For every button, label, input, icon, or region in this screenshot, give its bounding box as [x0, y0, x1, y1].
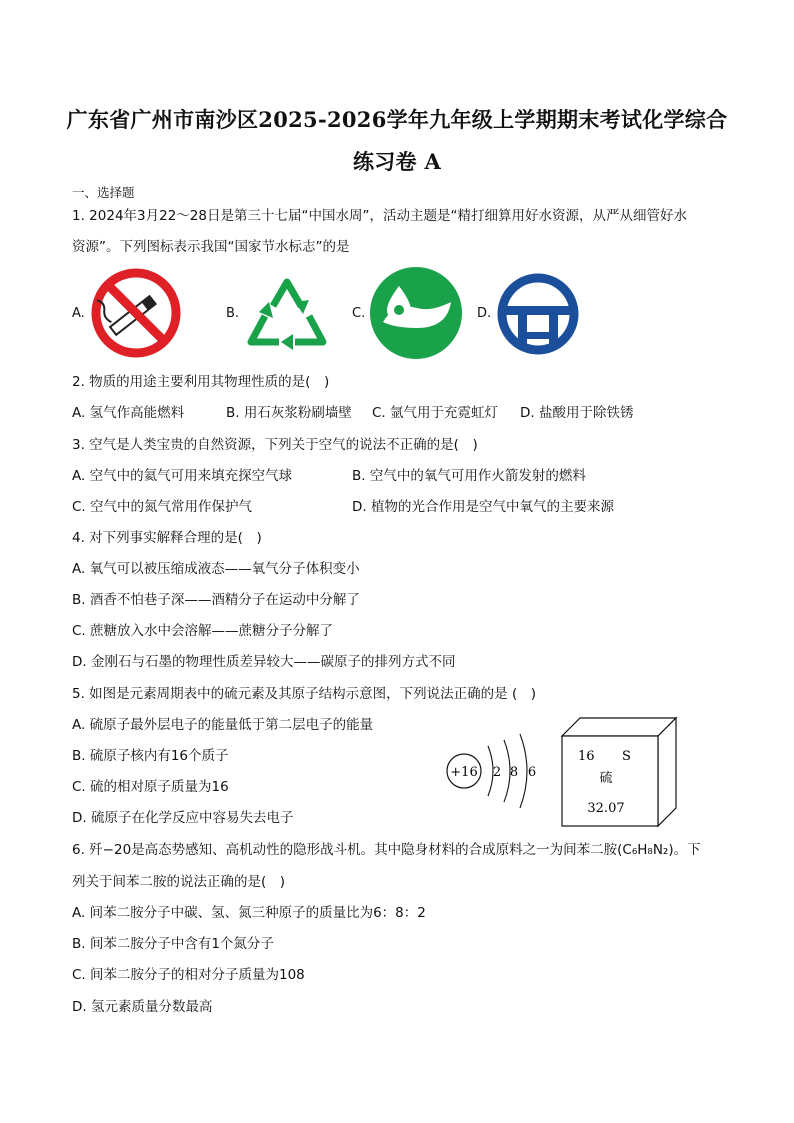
q5-option-b: B. 硫原子核内有16个质子	[72, 748, 229, 764]
recycle-icon	[243, 272, 331, 354]
question-2-stem: 2. 物质的用途主要利用其物理性质的是( )	[72, 374, 330, 390]
atom-shell-2: 8	[509, 765, 519, 780]
q1-option-c-label: C.	[352, 306, 366, 321]
atom-nucleus-label: +16	[450, 765, 478, 780]
atom-shell-1: 2	[492, 765, 502, 780]
question-6-stem-cont: 列关于间苯二胺的说法正确的是( )	[72, 874, 286, 890]
q3-option-d: D. 植物的光合作用是空气中氧气的主要来源	[352, 499, 614, 515]
atom-shell-3: 6	[527, 765, 537, 780]
q1-option-d-label: D.	[477, 306, 492, 321]
q3-option-b: B. 空气中的氧气可用作火箭发射的燃料	[352, 468, 586, 484]
q4-option-c: C. 蔗糖放入水中会溶解——蔗糖分子分解了	[72, 623, 334, 639]
q6-option-c: C. 间苯二胺分子的相对分子质量为108	[72, 967, 305, 983]
q5-option-a: A. 硫原子最外层电子的能量低于第二层电子的能量	[72, 717, 374, 733]
periodic-table-cell	[560, 716, 678, 828]
question-5-stem: 5. 如图是元素周期表中的硫元素及其原子结构示意图，下列说法正确的是 ( )	[72, 686, 536, 702]
q4-option-b: B. 酒香不怕巷子深——酒精分子在运动中分解了	[72, 592, 360, 608]
question-1-stem-cont: 资源”。下列图标表示我国“国家节水标志”的是	[72, 239, 350, 255]
question-1-stem: 1. 2024年3月22～28日是第三十七届“中国水周”，活动主题是“精打细算用好水资源，从严从细管好水	[72, 208, 687, 224]
element-name: 硫	[599, 771, 613, 786]
q4-option-d: D. 金刚石与石墨的物理性质差异较大——碳原子的排列方式不同	[72, 654, 456, 670]
q5-option-c: C. 硫的相对原子质量为16	[72, 779, 229, 795]
q1-option-b-label: B.	[226, 306, 240, 321]
q3-option-c: C. 空气中的氮气常用作保护气	[72, 499, 253, 515]
q6-option-b: B. 间苯二胺分子中含有1个氮分子	[72, 936, 274, 952]
q6-option-d: D. 氢元素质量分数最高	[72, 999, 213, 1015]
element-symbol: S	[622, 749, 631, 764]
water-utility-icon	[496, 272, 580, 356]
question-4-stem: 4. 对下列事实解释合理的是( )	[72, 530, 262, 546]
q2-option-c: C. 氩气用于充霓虹灯	[372, 405, 499, 421]
section-heading: 一、选择题	[72, 185, 135, 200]
question-3-stem: 3. 空气是人类宝贵的自然资源，下列关于空气的说法不正确的是( )	[72, 437, 478, 453]
q6-option-a: A. 间苯二胺分子中碳、氢、氮三种原子的质量比为6：8：2	[72, 905, 426, 921]
q2-option-d: D. 盐酸用于除铁锈	[520, 405, 634, 421]
page-title: 广东省广州市南沙区2025-2026学年九年级上学期期末考试化学综合	[66, 107, 728, 132]
q2-option-a: A. 氢气作高能燃料	[72, 405, 185, 421]
q3-option-a: A. 空气中的氦气可用来填充探空气球	[72, 468, 293, 484]
no-smoking-icon	[91, 268, 181, 358]
page-title-line2: 练习卷 A	[352, 149, 442, 174]
element-number: 16	[578, 749, 595, 764]
q5-option-d: D. 硫原子在化学反应中容易失去电子	[72, 810, 294, 826]
sulfur-atom-diagram	[444, 728, 552, 814]
q2-option-b: B. 用石灰浆粉刷墙壁	[226, 405, 352, 421]
q1-option-a-label: A.	[72, 306, 85, 321]
q4-option-a: A. 氧气可以被压缩成液态——氧气分子体积变小	[72, 561, 360, 577]
water-saving-icon	[369, 266, 463, 360]
question-6-stem: 6. 歼−20是高态势感知、高机动性的隐形战斗机。其中隐身材料的合成原料之一为间苯二胺(C₆H₈N₂)。下	[72, 842, 701, 858]
element-mass: 32.07	[587, 801, 625, 816]
